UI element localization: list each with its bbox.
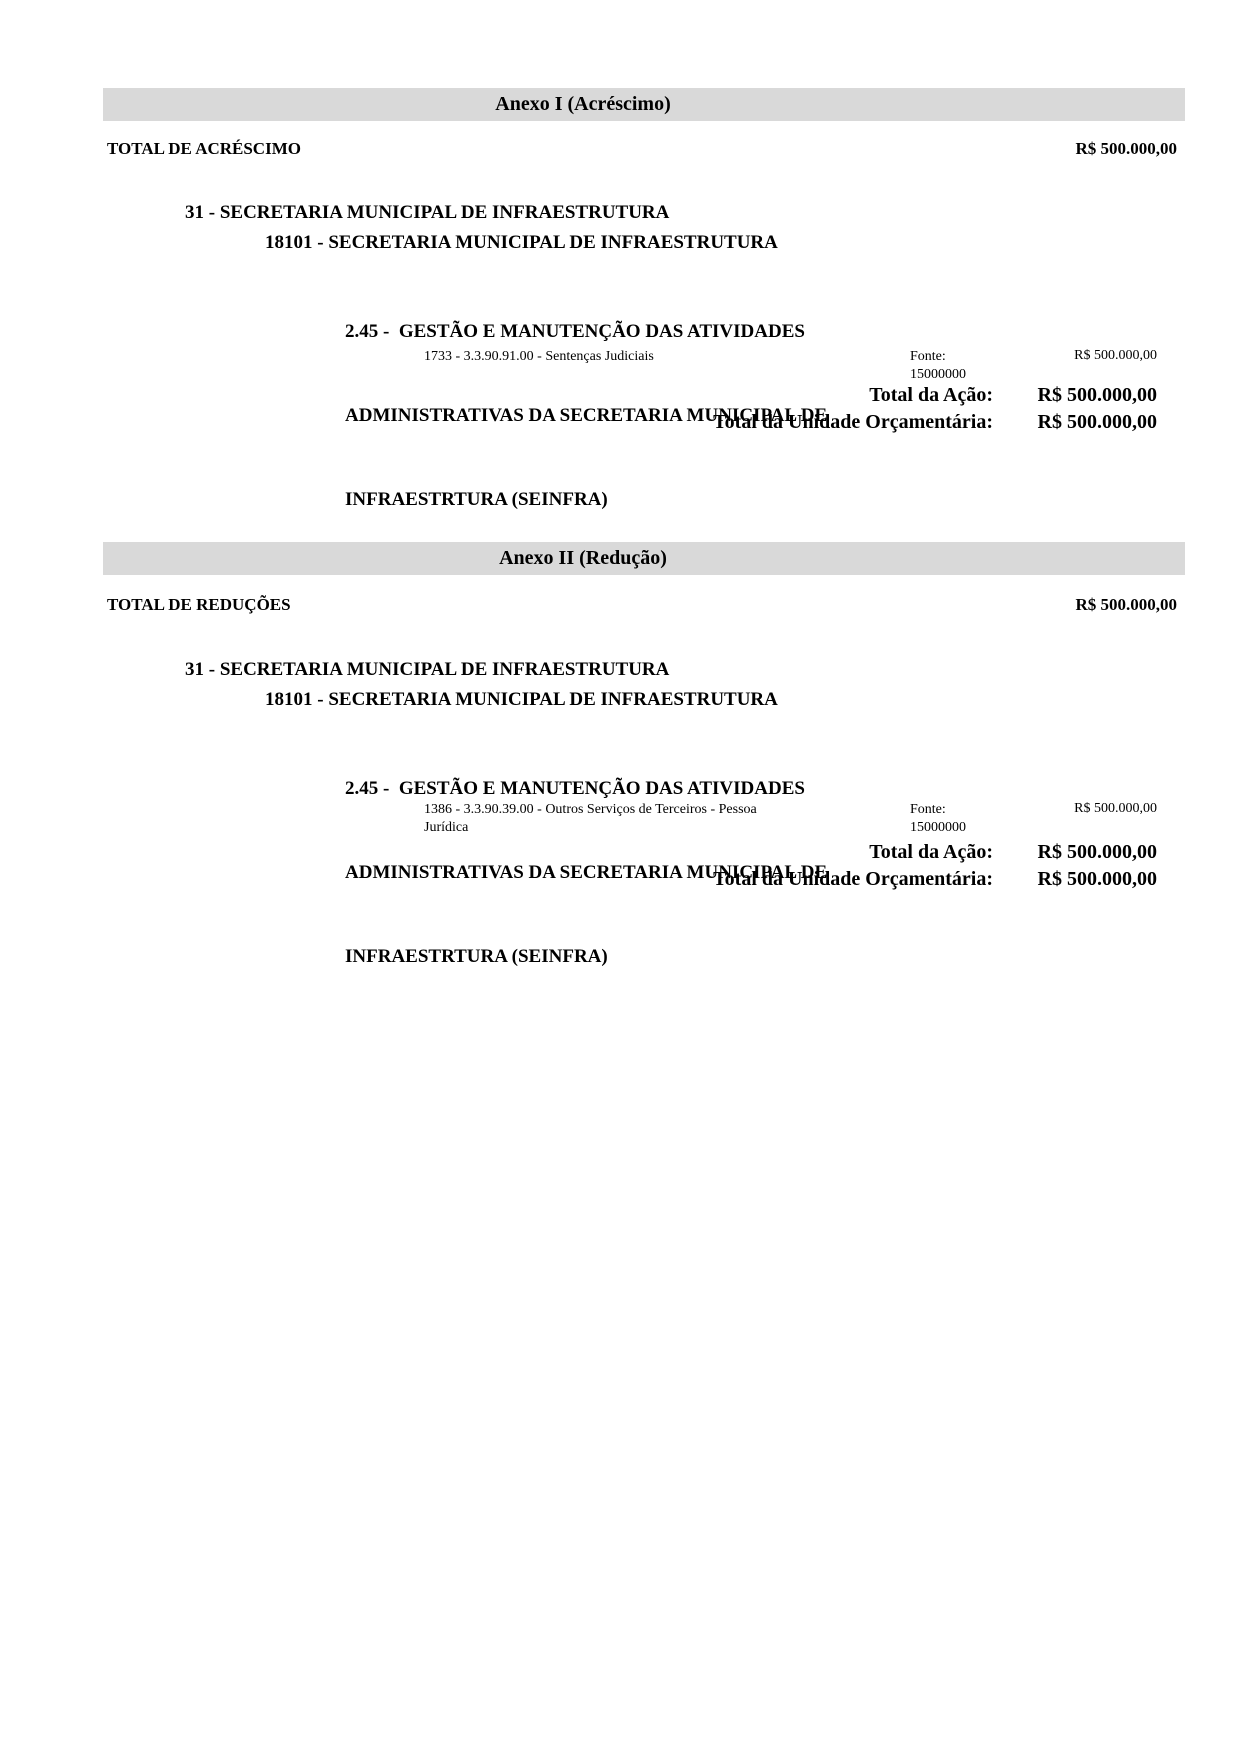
section-title: Anexo II (Redução)	[499, 547, 667, 569]
action-total-value: R$ 500.000,00	[1037, 841, 1157, 863]
action-title-line: INFRAESTRTURA (SEINFRA)	[345, 489, 608, 510]
expense-detail-value: R$ 500.000,00	[1074, 801, 1157, 816]
budget-unit-line: 18101 - SECRETARIA MUNICIPAL DE INFRAESTRUTURA	[265, 232, 778, 253]
expense-detail-description	[424, 348, 816, 366]
grand-total-value: R$ 500.000,00	[1075, 595, 1177, 614]
action-title-line: 2.45 - GESTÃO E MANUTENÇÃO DAS ATIVIDADES	[345, 321, 805, 342]
fonte-value: 15000000	[910, 367, 966, 382]
action-total-label: Total da Ação:	[869, 384, 993, 406]
action-title-line: ADMINISTRATIVAS DA SECRETARIA MUNICIPAL DE	[345, 405, 828, 426]
expense-detail-line: 1386 - 3.3.90.39.00 - Outros Serviços de Terceiros - Pessoa	[424, 802, 757, 817]
budget-unit-line: 18101 - SECRETARIA MUNICIPAL DE INFRAESTRUTURA	[265, 689, 778, 710]
organ-line: 31 - SECRETARIA MUNICIPAL DE INFRAESTRUTURA	[185, 659, 670, 680]
unit-total-label: Total da Unidade Orçamentária:	[713, 868, 993, 890]
expense-detail-line: Jurídica	[424, 820, 469, 835]
unit-total-label: Total da Unidade Orçamentária:	[713, 411, 993, 433]
unit-total-value: R$ 500.000,00	[1037, 411, 1157, 433]
action-total-value: R$ 500.000,00	[1037, 384, 1157, 406]
organ-line: 31 - SECRETARIA MUNICIPAL DE INFRAESTRUTURA	[185, 202, 670, 223]
action-title-line: 2.45 - GESTÃO E MANUTENÇÃO DAS ATIVIDADES	[345, 778, 805, 799]
expense-detail-value: R$ 500.000,00	[1074, 348, 1157, 363]
section-title: Anexo I (Acréscimo)	[495, 93, 671, 115]
action-total-label: Total da Ação:	[869, 841, 993, 863]
section-header-anexo-2	[103, 542, 1185, 575]
unit-total-value: R$ 500.000,00	[1037, 868, 1157, 890]
grand-total-label: TOTAL DE REDUÇÕES	[107, 595, 291, 614]
grand-total-row	[107, 139, 1177, 159]
action-title-line: ADMINISTRATIVAS DA SECRETARIA MUNICIPAL DE	[345, 862, 828, 883]
expense-detail-line: 1733 - 3.3.90.91.00 - Sentenças Judiciais	[424, 349, 654, 364]
grand-total-row	[107, 595, 1177, 615]
fonte-value: 15000000	[910, 820, 966, 835]
expense-detail-description	[424, 801, 816, 837]
grand-total-value: R$ 500.000,00	[1075, 139, 1177, 158]
grand-total-label: TOTAL DE ACRÉSCIMO	[107, 139, 301, 158]
action-title-line: INFRAESTRTURA (SEINFRA)	[345, 946, 608, 967]
fonte-label: Fonte:	[910, 349, 946, 364]
section-header-anexo-1	[103, 88, 1185, 121]
fonte-label: Fonte:	[910, 802, 946, 817]
